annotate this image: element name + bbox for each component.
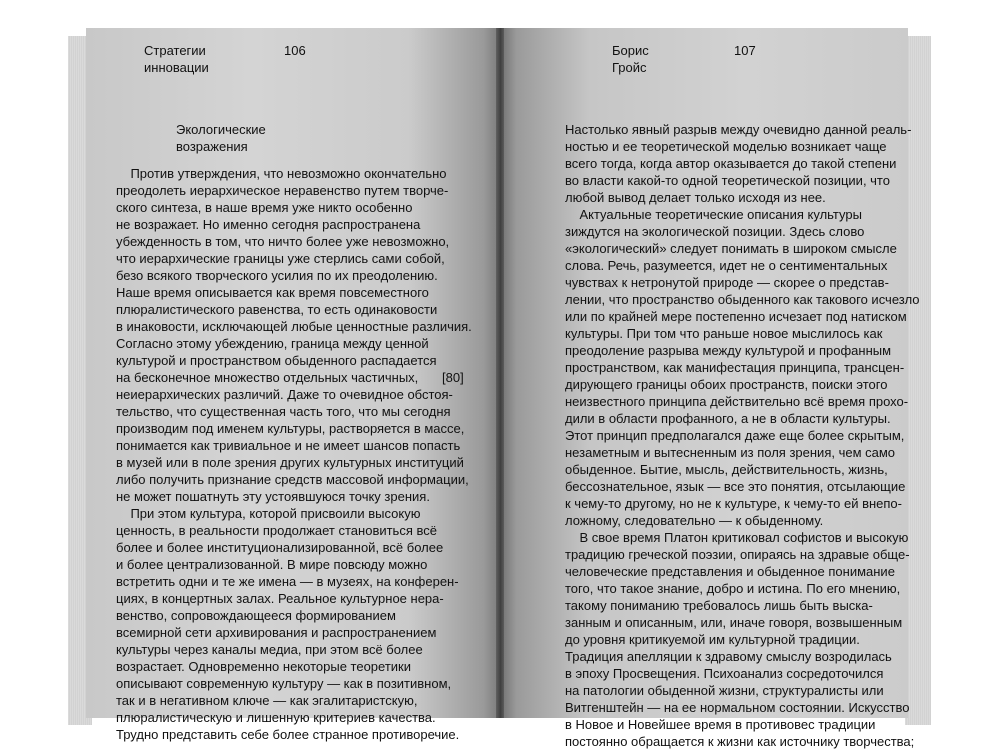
text-line: культуры через каналы медиа, при этом всё более [116,642,423,657]
text-line: либо получить признание средств массовой информации, [116,472,469,487]
text-line: производим под именем культуры, растворяется в массе, [116,421,465,436]
text-line: венство, сопровождающееся формированием [116,608,396,623]
right-body-text [565,121,920,750]
text-line: В свое время Платон критиковал софистов и высокую [565,530,909,545]
text-line: обыденное. Бытие, мысль, действительность, жизнь, [565,462,888,477]
text-line: плюралистического равенства, то есть одинаковости [116,302,438,317]
text-line: неизвестного принципа действительно всё время прохо- [565,394,909,409]
text-line: или по крайней мере постепенно исчезает под натиском [565,309,907,324]
text-line: ложному, следовательно — к обыденному. [565,513,824,528]
text-line: Настолько явный разрыв между очевидно данной реаль- [565,122,912,137]
text-line: преодоление разрыва между культурой и профанным [565,343,892,358]
text-line: ского синтеза, в наше время уже никто особенно [116,200,413,215]
right-running-title-line2: Гройс [612,60,647,75]
left-page-number: 106 [284,43,306,58]
text-line: встретить одни и те же имена — в музеях, на конферен- [116,574,459,589]
text-line: культуры. При том что раньше новое мыслилось как [565,326,883,341]
text-line: тельство, что существенная часть того, что мы сегодня [116,404,451,419]
left-running-title-line2: инновации [144,60,209,75]
text-line: всего тогда, когда автор оказывается до такой степени [565,156,897,171]
text-line: неиерархических различий. Даже то очевидное обстоя- [116,387,453,402]
text-line: постоянно обращается к жизни как источнику творчества; [565,734,915,749]
text-line: в эпоху Просвещения. Психоанализ сосредоточился [565,666,884,681]
text-line: занным и описанным, или, иначе говоря, возвышенным [565,615,903,630]
text-line: на бесконечное множество отдельных частичных, [116,370,419,385]
text-line: человеческие представления и обыденное понимание [565,564,895,579]
text-line: При этом культура, которой присвоили высокую [116,506,421,521]
text-line: преодолеть иерархическое неравенство путем творче- [116,183,449,198]
text-line: дили в области профанного, а не в области культуры. [565,411,891,426]
text-line: пространством, как манифестация принципа, трансцен- [565,360,905,375]
text-line: Витгенштейн — на ее нормальном состоянии. Искусство [565,700,910,715]
text-line: незаметным и вытесненным из поля зрения, чем само [565,445,896,460]
text-line: в Новое и Новейшее время в противовес традиции [565,717,876,732]
text-line: ностью и ее теоретической моделью возникает чаще [565,139,887,154]
text-line: бессознательное, язык — все это понятия, отсылающие [565,479,906,494]
text-line: не возражает. Но именно сегодня распространена [116,217,421,232]
text-line: Этот принцип предполагался даже еще более скрытым, [565,428,905,443]
text-line: того, что такое знание, добро и истина. По его мнению, [565,581,901,596]
book-gutter [496,28,504,718]
text-line: понимается как тривиальное и не имеет шансов попасть [116,438,461,453]
section-heading [176,121,266,155]
text-line: Трудно представить себе более странное противоречие. [116,727,460,742]
text-line: всемирной сети архивирования и распространением [116,625,437,640]
text-line: любой вывод делает только исходя из нее. [565,190,826,205]
left-page [86,28,500,742]
text-line: плюралистическую и лишенную критериев качества. [116,710,436,725]
section-heading-line1: Экологические [176,122,266,137]
text-line: не может пошатнуть эту устоявшуюся точку зрения. [116,489,430,504]
text-line: Наше время описывается как время повсеместного [116,285,429,300]
text-line: зиждутся на экологической позиции. Здесь слово [565,224,865,239]
text-line: «экологический» следует понимать в широком смысле [565,241,897,256]
section-heading-line2: возражения [176,139,248,154]
text-line: ценность, в реальности продолжает становиться всё [116,523,437,538]
text-line: культурой и пространством обыденного распадается [116,353,437,368]
left-body-text [116,165,472,743]
right-running-title [612,42,649,76]
text-line: лении, что пространство обыденного как такового исчезло [565,292,920,307]
text-line: во власти какой-то одной теоретической позиции, что [565,173,890,188]
right-page-number: 107 [734,43,756,58]
right-page [500,28,920,749]
text-line: циях, в концертных залах. Реальное культурное нера- [116,591,444,606]
text-line: Актуальные теоретические описания культуры [565,207,862,222]
text-line: возрастает. Одновременно некоторые теоретики [116,659,411,674]
text-line: безо всякого творческого усилия по их преодолению. [116,268,438,283]
text-line: чувствах к нетронутой природе — скорее о представ- [565,275,889,290]
text-line: дирующего границы обоих пространств, поиски этого [565,377,888,392]
text-line: и более централизованной. В мире повсюду можно [116,557,428,572]
text-line: более и более институционализированной, всё более [116,540,444,555]
text-line: так и в негативном ключе — как эгалитаристскую, [116,693,418,708]
left-running-title [144,42,209,76]
text-line: в музей или в поле зрения других культурных институций [116,455,464,470]
text-line: к чему-то другому, но не к культуре, к чему-то ей внепо- [565,496,902,511]
text-line: убежденность в том, что ничто более уже невозможно, [116,234,450,249]
text-line: Традиция апелляции к здравому смыслу возродилась [565,649,892,664]
text-line: слова. Речь, разумеется, идет не о сентиментальных [565,258,888,273]
text-line: до уровня критикуемой им культурной традиции. [565,632,860,647]
text-line: на патологии обыденной жизни, структуралисты или [565,683,884,698]
text-line: что иерархические границы уже стерлись сами собой, [116,251,445,266]
left-running-title-line1: Стратегии [144,43,206,58]
text-line: такому пониманию требовалось лишь быть выска- [565,598,873,613]
text-line: в инаковости, исключающей любые ценностные различия. [116,319,472,334]
text-line: традицию греческой поэзии, опираясь на здравые обще- [565,547,910,562]
text-line: Согласно этому убеждению, граница между ценной [116,336,429,351]
margin-reference: [80] [442,370,464,385]
right-running-title-line1: Борис [612,43,649,58]
text-line: описывают современную культуру — как в позитивном, [116,676,452,691]
text-line: Против утверждения, что невозможно окончательно [116,166,447,181]
